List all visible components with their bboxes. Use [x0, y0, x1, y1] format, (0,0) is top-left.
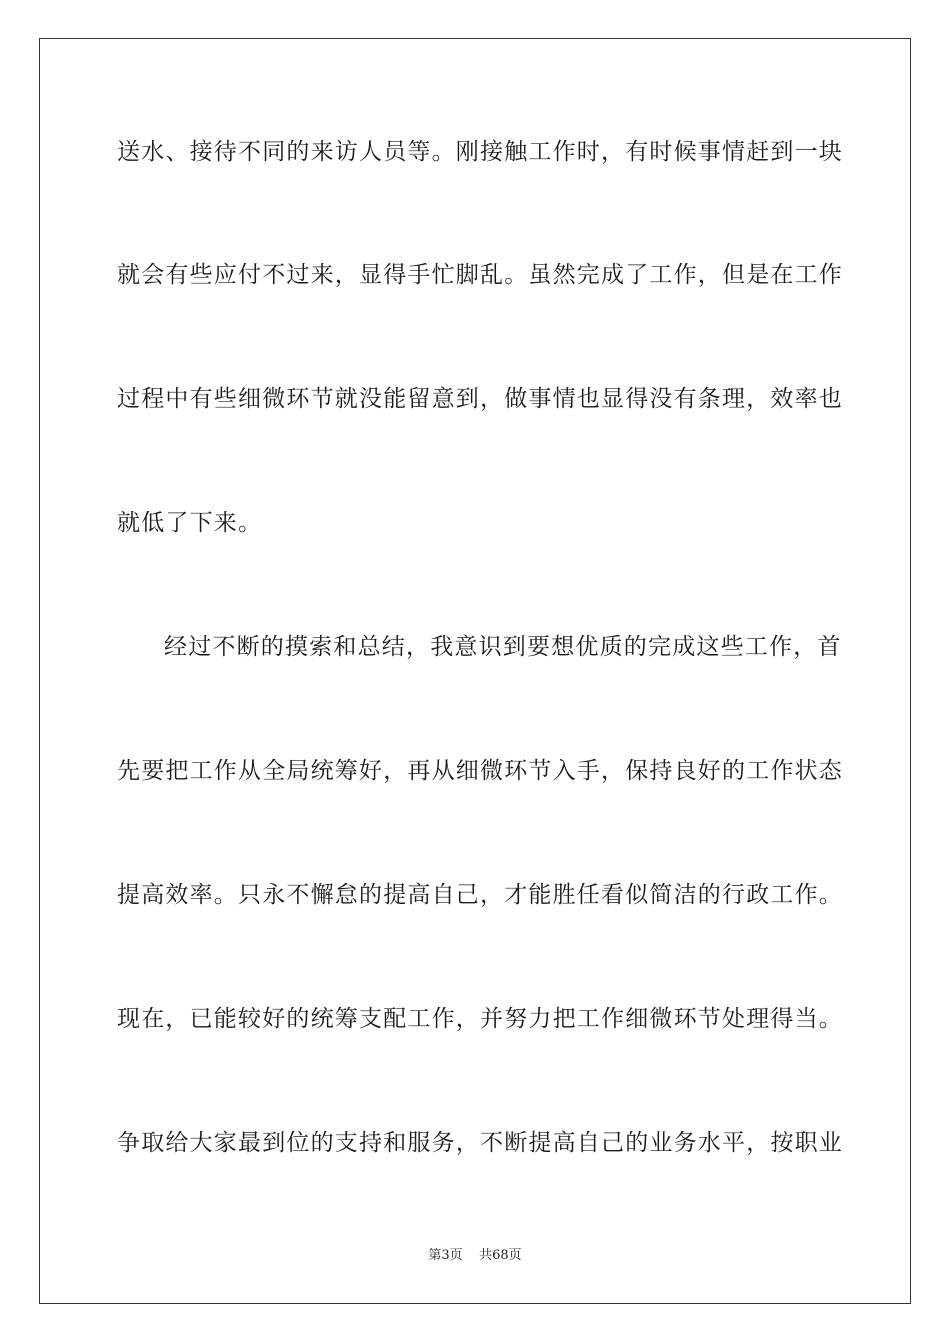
paragraph-line: 提高效率。只永不懈怠的提高自己，才能胜任看似简洁的行政工作。	[117, 882, 843, 908]
paragraph-line: 过程中有些细微环节就没能留意到，做事情也显得没有条理，效率也	[117, 386, 843, 412]
page-border	[39, 38, 911, 1304]
page-footer	[0, 1247, 950, 1265]
page-number: 第3页	[428, 1248, 463, 1263]
paragraph-line: 就会有些应付不过来，显得手忙脚乱。虽然完成了工作，但是在工作	[117, 262, 843, 288]
paragraph-line: 争取给大家最到位的支持和服务，不断提高自己的业务水平，按职业	[117, 1130, 843, 1156]
page-total: 共68页	[479, 1248, 522, 1263]
paragraph-line: 送水、接待不同的来访人员等。刚接触工作时，有时候事情赶到一块	[117, 139, 843, 165]
paragraph-line: 现在，已能较好的统筹支配工作，并努力把工作细微环节处理得当。	[117, 1006, 843, 1032]
paragraph-line: 先要把工作从全局统筹好，再从细微环节入手，保持良好的工作状态	[117, 758, 843, 784]
paragraph-line: 就低了下来。	[117, 510, 263, 536]
paragraph-line: 经过不断的摸索和总结，我意识到要想优质的完成这些工作，首	[164, 634, 842, 660]
